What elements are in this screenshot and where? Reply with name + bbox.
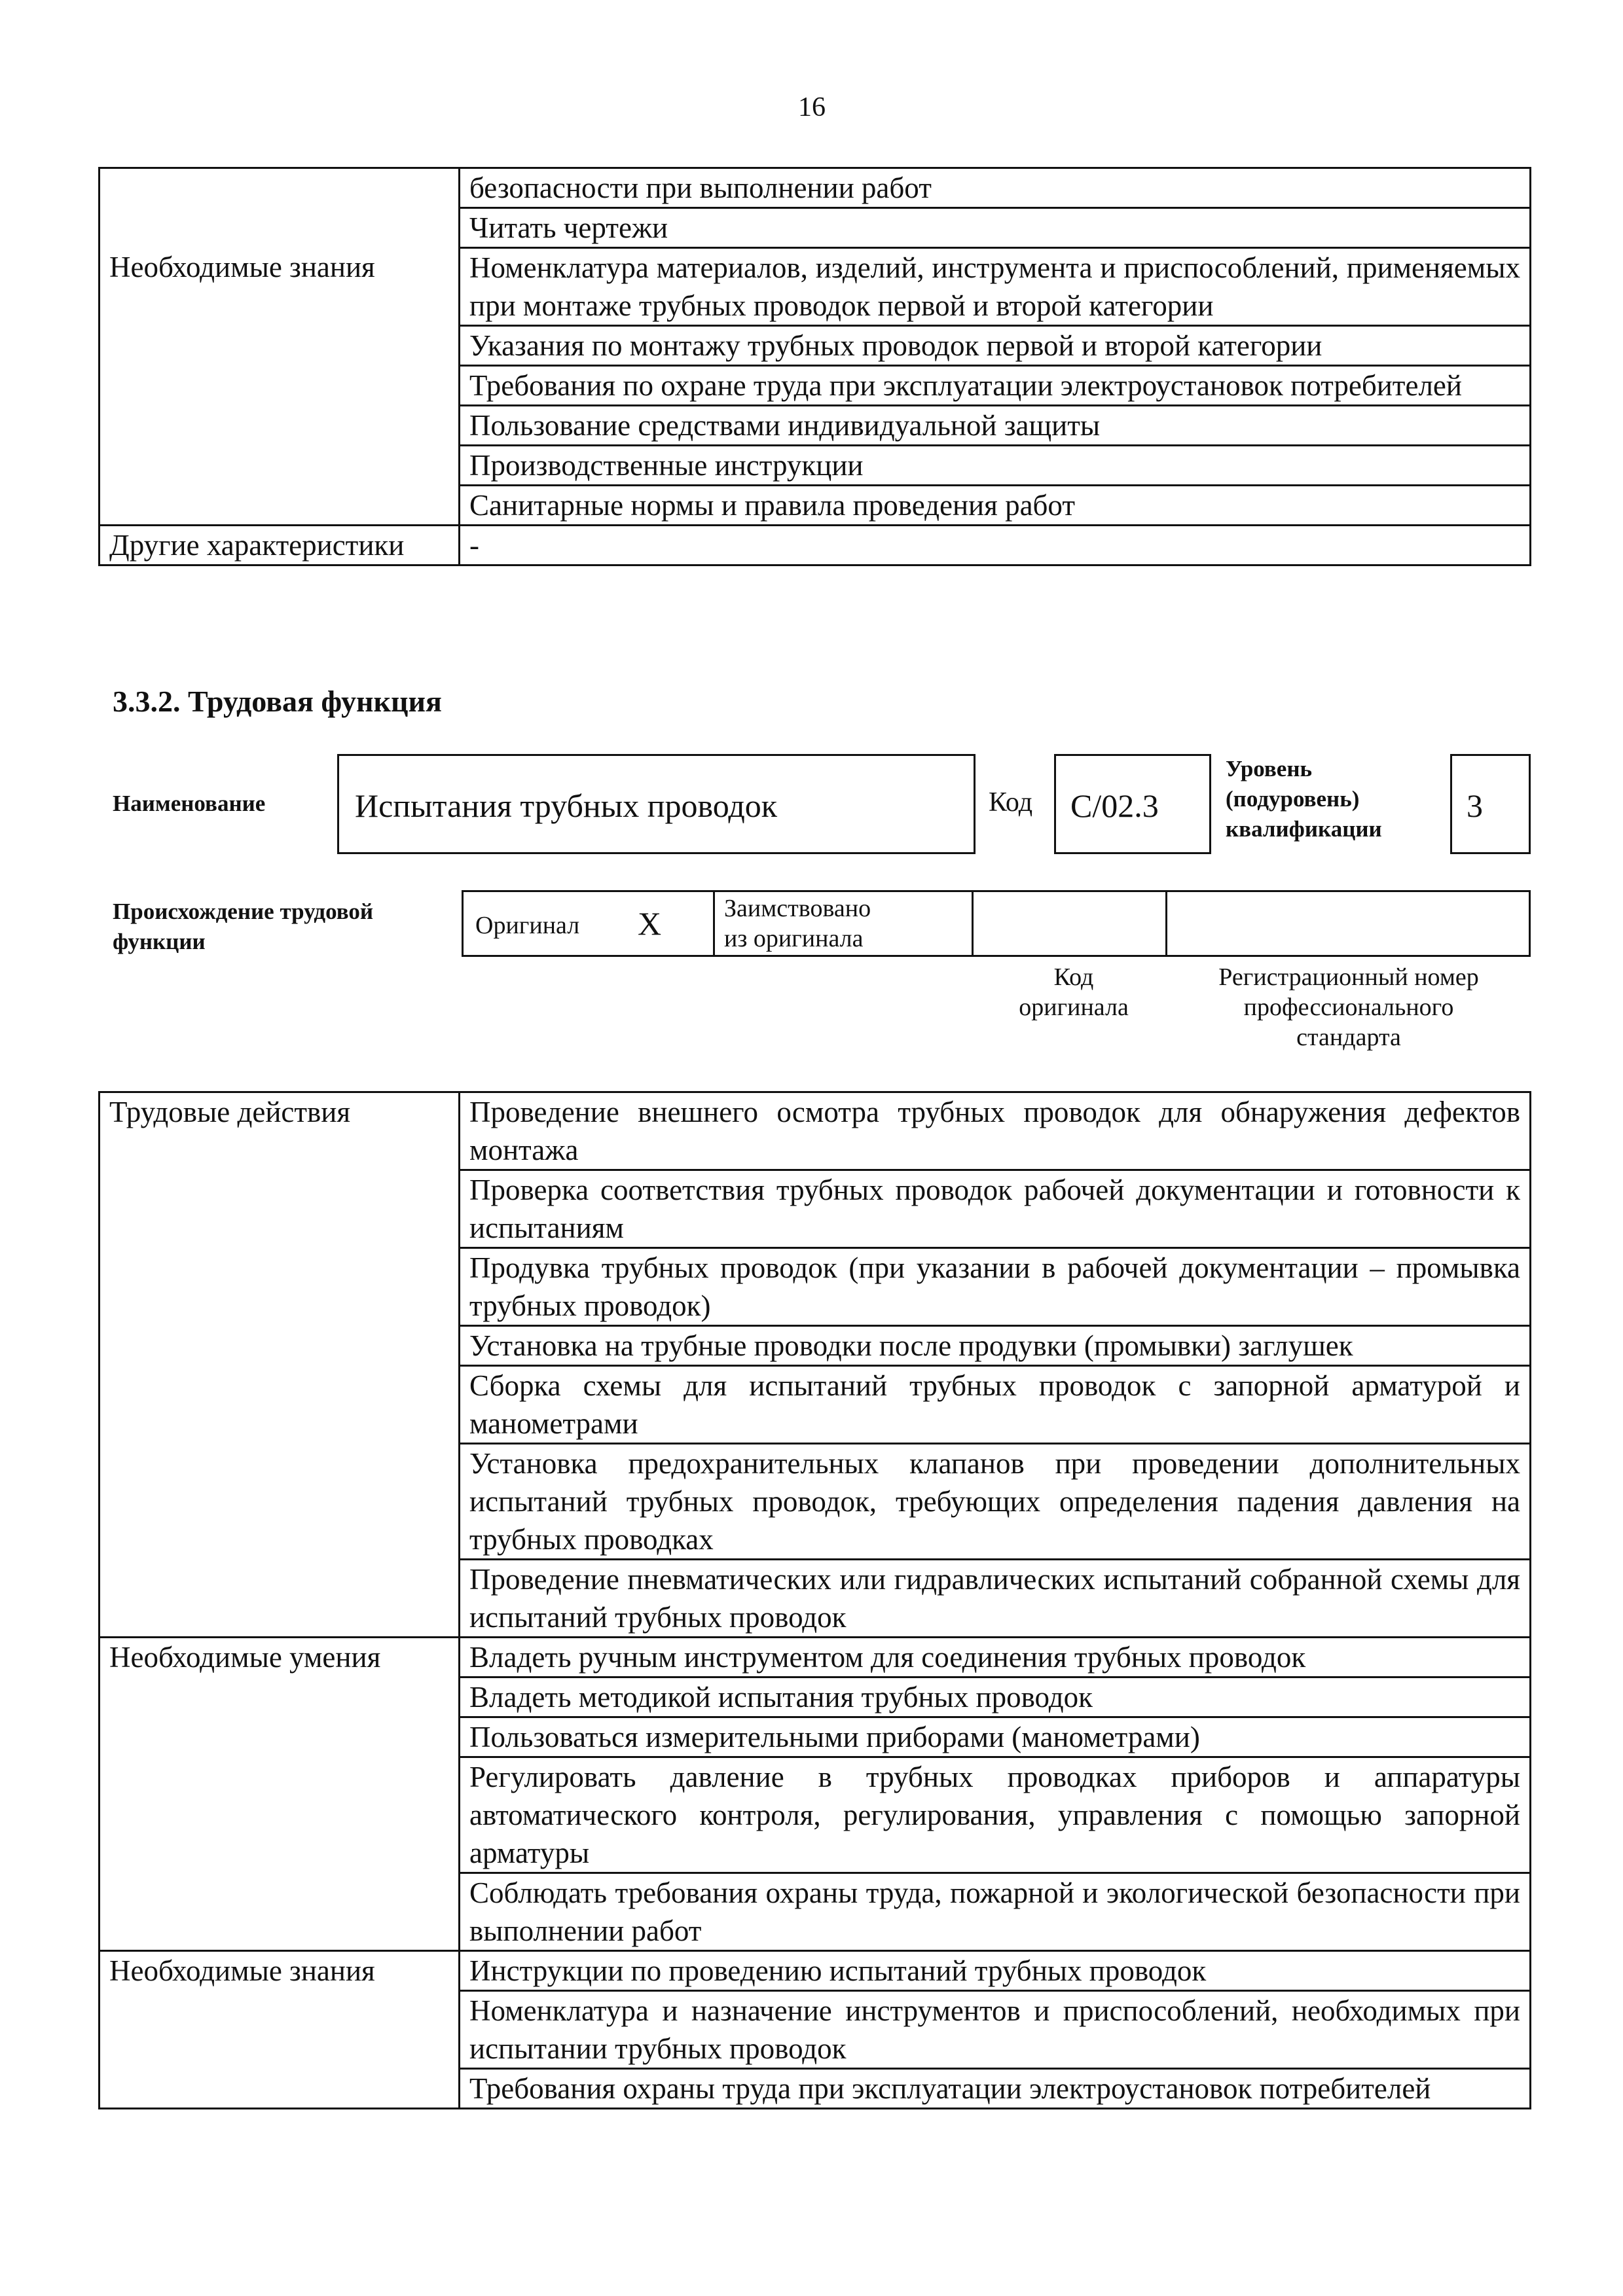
- table-cell: Соблюдать требования охраны труда, пожарной и экологической безопасности при выполнении работ: [460, 1873, 1531, 1951]
- qualification-level-label-line: квалификации: [1226, 816, 1382, 842]
- table-cell: Владеть методикой испытания трубных проводок: [460, 1677, 1531, 1717]
- table-row: [100, 248, 1531, 326]
- table-cell: Установка предохранительных клапанов при проведении дополнительных испытаний трубных проводок, требующих определения падения давления на трубных проводках: [460, 1444, 1531, 1560]
- table-row: [100, 526, 1531, 565]
- top-requirements-table: [98, 167, 1531, 566]
- table-row: [100, 1092, 1531, 1170]
- table-cell: безопасности при выполнении работ: [460, 168, 1531, 208]
- table-cell: Сборка схемы для испытаний трубных проводок с запорной арматурой и манометрами: [460, 1366, 1531, 1444]
- table-cell: Владеть ручным инструментом для соединения трубных проводок: [460, 1638, 1531, 1677]
- origin-label-line: функции: [113, 929, 206, 954]
- table-cell: Пользование средствами индивидуальной защиты: [460, 406, 1531, 446]
- table-cell: Пользоваться измерительными приборами (манометрами): [460, 1717, 1531, 1757]
- borrowed-label-line: Заимствовано: [724, 895, 871, 922]
- origin-divider: [972, 892, 974, 955]
- qualification-level-label-line: Уровень: [1226, 756, 1313, 781]
- knowledge-label: Необходимые знания: [100, 1951, 460, 2109]
- caption-line: Код: [1053, 963, 1094, 991]
- origin-divider: [1165, 892, 1167, 955]
- registration-number-caption: [1178, 962, 1519, 1052]
- qualification-level-label: [1226, 754, 1422, 844]
- table-cell: Производственные инструкции: [460, 446, 1531, 486]
- caption-line: профессионального: [1243, 994, 1454, 1021]
- table-row: [100, 1951, 1531, 1991]
- table-cell: Проведение пневматических или гидравлических испытаний собранной схемы для испытаний трубных проводок: [460, 1560, 1531, 1638]
- name-value-box: [337, 754, 976, 854]
- table-cell: Инструкции по проведению испытаний трубных проводок: [460, 1951, 1531, 1991]
- origin-label-line: Происхождение трудовой: [113, 899, 374, 924]
- origin-label: [113, 897, 440, 957]
- origin-box: [462, 890, 1531, 957]
- table-cell: Читать чертежи: [460, 208, 1531, 248]
- caption-line: стандарта: [1296, 1024, 1401, 1051]
- code-original-caption: [969, 962, 1178, 1022]
- function-details-table: [98, 1091, 1531, 2109]
- name-label: Наименование: [113, 791, 266, 816]
- code-value: C/02.3: [1070, 787, 1159, 824]
- original-label: Оригинал: [475, 912, 580, 939]
- skills-label: Необходимые умения: [100, 1638, 460, 1951]
- code-label: Код: [989, 787, 1033, 817]
- table-cell: Проведение внешнего осмотра трубных проводок для обнаружения дефектов монтажа: [460, 1092, 1531, 1170]
- actions-label: Трудовые действия: [100, 1092, 460, 1638]
- caption-line: Регистрационный номер: [1218, 963, 1479, 991]
- table-cell: Номенклатура и назначение инструментов и приспособлений, необходимых при испытании трубных проводок: [460, 1991, 1531, 2069]
- table-cell: Номенклатура материалов, изделий, инструмента и приспособлений, применяемых при монтаже трубных проводок первой и второй категории: [460, 248, 1531, 326]
- other-characteristics-label: Другие характеристики: [100, 526, 460, 565]
- origin-divider: [713, 892, 715, 955]
- qualification-level-value: 3: [1467, 787, 1483, 824]
- qualification-level-box: [1450, 754, 1531, 854]
- code-value-box: [1054, 754, 1211, 854]
- original-mark: X: [638, 905, 662, 942]
- other-characteristics-value: -: [460, 526, 1531, 565]
- page-number: 16: [798, 92, 826, 122]
- table-row: [100, 1638, 1531, 1677]
- table-row: [100, 168, 1531, 208]
- table-cell: Проверка соответствия трубных проводок рабочей документации и готовности к испытаниям: [460, 1170, 1531, 1248]
- qualification-level-label-line: (подуровень): [1226, 786, 1360, 812]
- table-cell: Санитарные нормы и правила проведения работ: [460, 486, 1531, 526]
- caption-line: оригинала: [1019, 994, 1129, 1021]
- table-cell: Требования по охране труда при эксплуатации электроустановок потребителей: [460, 366, 1531, 406]
- section-title: 3.3.2. Трудовая функция: [113, 685, 442, 718]
- table-cell: Установка на трубные проводки после продувки (промывки) заглушек: [460, 1326, 1531, 1366]
- table-cell-empty: [100, 168, 460, 248]
- knowledge-label: Необходимые знания: [100, 248, 460, 526]
- table-cell: Требования охраны труда при эксплуатации электроустановок потребителей: [460, 2069, 1531, 2109]
- table-cell: Продувка трубных проводок (при указании в рабочей документации – промывка трубных проводок): [460, 1248, 1531, 1326]
- borrowed-label: [724, 893, 871, 954]
- borrowed-label-line: из оригинала: [724, 925, 864, 952]
- table-cell: Указания по монтажу трубных проводок первой и второй категории: [460, 326, 1531, 366]
- name-value: Испытания трубных проводок: [355, 787, 778, 824]
- table-cell: Регулировать давление в трубных проводках приборов и аппаратуры автоматического контроля, регулирования, управления с помощью запорной арматуры: [460, 1757, 1531, 1873]
